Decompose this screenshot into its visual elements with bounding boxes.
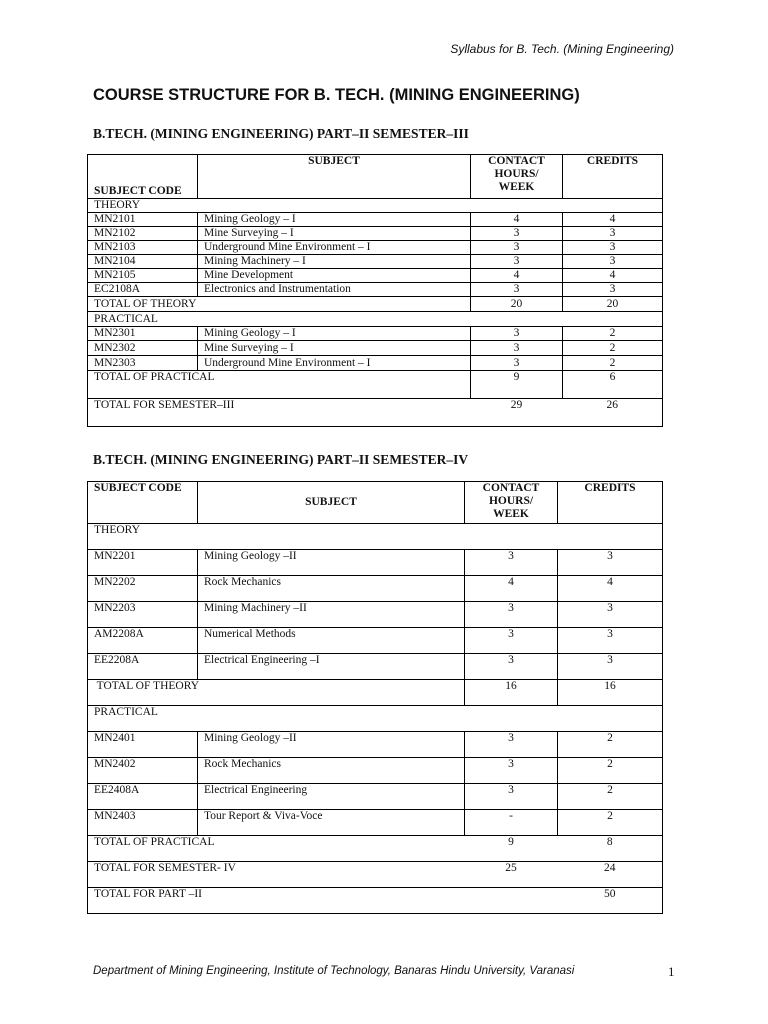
total-practical-row: [88, 836, 663, 862]
contact-hours: 3: [465, 602, 558, 628]
semester-iii-table: [87, 154, 663, 427]
credits: 2: [558, 784, 663, 810]
subject-name: Mining Machinery –II: [198, 602, 465, 628]
credits: 3: [558, 550, 663, 576]
credits: 3: [563, 283, 663, 297]
credits: 3: [563, 227, 663, 241]
total-hours: 29: [471, 399, 563, 427]
subject-code: MN2101: [88, 213, 198, 227]
subject-name: Mining Geology –II: [198, 550, 465, 576]
total-practical-row: [88, 371, 663, 399]
total-credits: 50: [558, 888, 663, 914]
subject-name: Electronics and Instrumentation: [198, 283, 471, 297]
credits: 2: [563, 341, 663, 356]
total-hours: 16: [465, 680, 558, 706]
total-theory-row: [88, 297, 663, 312]
contact-hours: 3: [471, 327, 563, 341]
table-row: [88, 550, 663, 576]
contact-hours: 3: [465, 550, 558, 576]
subject-code: MN2203: [88, 602, 198, 628]
contact-hours: 3: [465, 758, 558, 784]
table-header-row: [88, 155, 663, 199]
credits: 4: [563, 269, 663, 283]
contact-hours: 3: [471, 341, 563, 356]
subject-code: MN2302: [88, 341, 198, 356]
credits: 2: [563, 327, 663, 341]
total-credits: 24: [558, 862, 663, 888]
total-hours: [465, 888, 558, 914]
subject-code: MN2202: [88, 576, 198, 602]
credits-header: [558, 482, 663, 524]
subject-name: Underground Mine Environment – I: [198, 241, 471, 255]
subject-header: [198, 482, 465, 524]
subject-code: MN2403: [88, 810, 198, 836]
subject-name: Mining Geology – I: [198, 213, 471, 227]
subject-code: MN2401: [88, 732, 198, 758]
total-credits: 6: [563, 371, 663, 399]
total-label: TOTAL OF PRACTICAL: [88, 371, 471, 399]
contact-hours: 3: [471, 255, 563, 269]
total-part-row: [88, 888, 663, 914]
credits-header: [563, 155, 663, 199]
table-row: [88, 810, 663, 836]
contact-hours: 4: [471, 213, 563, 227]
header-text: SUBJECT CODE: [94, 185, 182, 197]
credits: 3: [563, 241, 663, 255]
contact-hours: 3: [471, 227, 563, 241]
credits: 3: [563, 255, 663, 269]
total-credits: 20: [563, 297, 663, 312]
page-number: 1: [668, 964, 675, 979]
section-row-theory: [88, 199, 663, 213]
table-row: [88, 758, 663, 784]
running-header: Syllabus for B. Tech. (Mining Engineering): [450, 42, 674, 56]
total-label: TOTAL FOR SEMESTER–III: [88, 399, 471, 427]
total-hours: 9: [471, 371, 563, 399]
table-row: [88, 628, 663, 654]
credits: 2: [558, 810, 663, 836]
credits: 4: [558, 576, 663, 602]
subject-name: Rock Mechanics: [198, 576, 465, 602]
subject-code: EE2208A: [88, 654, 198, 680]
credits: 2: [558, 758, 663, 784]
header-text: SUBJECT CODE: [94, 482, 182, 494]
subject-name: Electrical Engineering: [198, 784, 465, 810]
contact-hours: 3: [465, 654, 558, 680]
subject-code: EE2408A: [88, 784, 198, 810]
subject-name: Tour Report & Viva-Voce: [198, 810, 465, 836]
total-hours: 25: [465, 862, 558, 888]
subject-code: MN2402: [88, 758, 198, 784]
total-semester-row: [88, 399, 663, 427]
subject-code: MN2103: [88, 241, 198, 255]
subject-code: MN2303: [88, 356, 198, 371]
section-row-theory: [88, 524, 663, 550]
section-row-practical: [88, 706, 663, 732]
total-hours: 20: [471, 297, 563, 312]
table-row: [88, 654, 663, 680]
section-row-practical: [88, 312, 663, 327]
total-label: TOTAL OF PRACTICAL: [88, 836, 465, 862]
subject-code: MN2104: [88, 255, 198, 269]
subject-code-header: [88, 155, 198, 199]
header-text: CONTACT HOURS/ WEEK: [488, 155, 545, 193]
contact-hours: 3: [465, 732, 558, 758]
subject-name: Mine Development: [198, 269, 471, 283]
credits: 2: [563, 356, 663, 371]
subject-code: MN2301: [88, 327, 198, 341]
semester-iv-table: [87, 481, 663, 914]
credits: 3: [558, 654, 663, 680]
subject-code: MN2102: [88, 227, 198, 241]
subject-code: MN2201: [88, 550, 198, 576]
total-credits: 26: [563, 399, 663, 427]
total-label: TOTAL FOR PART –II: [88, 888, 465, 914]
semester-iv-heading: B.TECH. (MINING ENGINEERING) PART–II SEMESTER–IV: [93, 452, 469, 467]
subject-code: AM2208A: [88, 628, 198, 654]
contact-hours: 3: [471, 356, 563, 371]
contact-hours: 3: [465, 784, 558, 810]
table-row: [88, 327, 663, 341]
header-text: SUBJECT: [305, 496, 357, 508]
section-label: THEORY: [88, 199, 663, 213]
table-row: [88, 576, 663, 602]
subject-name: Mine Surveying – I: [198, 341, 471, 356]
subject-name: Electrical Engineering –I: [198, 654, 465, 680]
contact-hours: 4: [465, 576, 558, 602]
subject-header: [198, 155, 471, 199]
total-label: TOTAL OF THEORY: [88, 680, 465, 706]
contact-hours: 4: [471, 269, 563, 283]
header-text: CREDITS: [584, 482, 636, 494]
table-row: [88, 732, 663, 758]
credits: 3: [558, 602, 663, 628]
page-title: COURSE STRUCTURE FOR B. TECH. (MINING ENGINEERING): [93, 86, 580, 104]
table-row: [88, 283, 663, 297]
subject-name: Mining Geology –II: [198, 732, 465, 758]
total-hours: 9: [465, 836, 558, 862]
semester-iii-heading: B.TECH. (MINING ENGINEERING) PART–II SEMESTER–III: [93, 126, 469, 141]
subject-name: Mine Surveying – I: [198, 227, 471, 241]
subject-name: Mining Machinery – I: [198, 255, 471, 269]
header-text: CONTACT HOURS/ WEEK: [482, 482, 540, 520]
total-credits: 8: [558, 836, 663, 862]
table-row: [88, 356, 663, 371]
subject-name: Numerical Methods: [198, 628, 465, 654]
subject-name: Underground Mine Environment – I: [198, 356, 471, 371]
total-theory-row: [88, 680, 663, 706]
contact-hours-header: [465, 482, 558, 524]
total-semester-row: [88, 862, 663, 888]
subject-code: MN2105: [88, 269, 198, 283]
credits: 4: [563, 213, 663, 227]
contact-hours: 3: [471, 283, 563, 297]
credits: 3: [558, 628, 663, 654]
credits: 2: [558, 732, 663, 758]
subject-name: Rock Mechanics: [198, 758, 465, 784]
table-row: [88, 227, 663, 241]
table-header-row: [88, 482, 663, 524]
table-row: [88, 269, 663, 283]
table-row: [88, 602, 663, 628]
page-footer: Department of Mining Engineering, Institute of Technology, Banaras Hindu University, Varanasi: [93, 965, 575, 977]
section-label: PRACTICAL: [88, 312, 663, 327]
table-row: [88, 241, 663, 255]
section-label: THEORY: [88, 524, 663, 550]
table-row: [88, 784, 663, 810]
subject-name: Mining Geology – I: [198, 327, 471, 341]
header-text: SUBJECT: [308, 155, 360, 167]
contact-hours: 3: [471, 241, 563, 255]
total-label: TOTAL OF THEORY: [88, 297, 471, 312]
header-text: CREDITS: [586, 155, 639, 167]
subject-code-header: [88, 482, 198, 524]
total-label: TOTAL FOR SEMESTER- IV: [88, 862, 465, 888]
table-row: [88, 213, 663, 227]
section-label: PRACTICAL: [88, 706, 663, 732]
table-row: [88, 341, 663, 356]
contact-hours-header: [471, 155, 563, 199]
contact-hours: 3: [465, 628, 558, 654]
table-row: [88, 255, 663, 269]
subject-code: EC2108A: [88, 283, 198, 297]
contact-hours: -: [465, 810, 558, 836]
total-credits: 16: [558, 680, 663, 706]
